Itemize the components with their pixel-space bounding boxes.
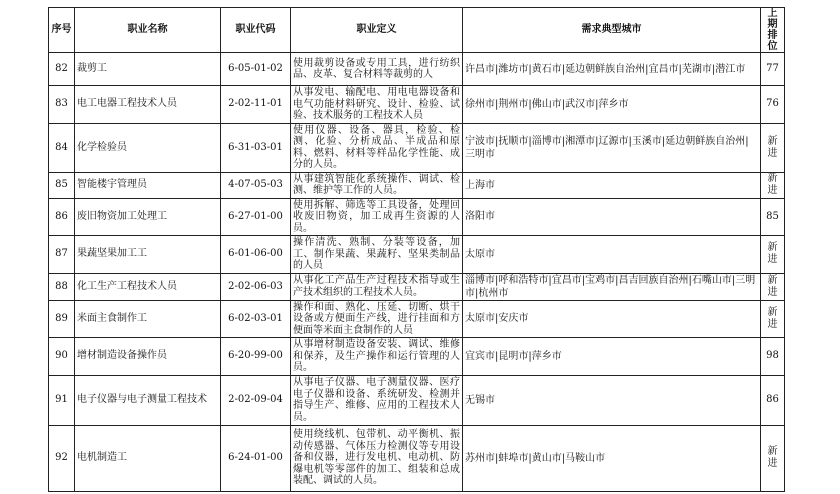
row-prev-rank: 98 [761,338,785,376]
row-seq: 92 [49,425,75,491]
row-definition: 从事电子仪器、电子测量仪器、医疗电子仪器和设备、系统研发、检测并指导生产、维修、应用的工程技术人员。 [291,375,463,425]
row-prev-rank: 新进 [761,273,785,300]
row-prev-rank: 新进 [761,425,785,491]
table-row [49,236,785,274]
row-cities: 太原市|安庆市 [463,300,761,338]
row-definition: 使用绕线机、包带机、动平衡机、振动传感器、气体压力检测仪等专用设备和仪器，进行发电机、电动机、防爆电机等零部件的加工、组装和总成装配、调试的人员。 [291,425,463,491]
row-prev-rank: 新进 [761,236,785,274]
row-definition: 使用裁剪设备或专用工具，进行纺织品、皮革、复合材料等裁剪的人 [291,53,463,86]
row-seq: 87 [49,236,75,274]
table-row [49,123,785,172]
row-definition: 从事增材制造设备安装、调试、维修和保养，及生产操作和运行管理的人员。 [291,338,463,376]
table-row [49,198,785,236]
row-prev-rank: 新进 [761,172,785,198]
row-code: 6-02-03-01 [221,300,291,338]
row-code: 6-01-06-00 [221,236,291,274]
row-definition: 使用仪器、设备、器具，检验、检测、化验、分析成品、半成品和原料、燃料、材料等样品化学性能、成分的人员。 [291,123,463,172]
row-code: 2-02-09-04 [221,375,291,425]
table-row [49,172,785,198]
row-code: 2-02-11-01 [221,86,291,124]
row-definition: 操作和面、熟化、压延、切断、烘干设备或方便面生产线，进行挂面和方便面等米面主食制作的人员 [291,300,463,338]
row-code: 6-24-01-00 [221,425,291,491]
row-seq: 90 [49,338,75,376]
header-seq: 序号 [49,8,75,53]
row-name: 化工生产工程技术人员 [75,273,221,300]
occupation-table [48,7,785,492]
row-cities: 淄博市|呼和浩特市|宜昌市|宝鸡市|昌吉回族自治州|石嘴山市|三明市|杭州市 [463,273,761,300]
row-prev-rank: 新进 [761,300,785,338]
row-cities: 苏州市|蚌埠市|黄山市|马鞍山市 [463,425,761,491]
table-row [49,338,785,376]
header-prev-rank: 上期排位 [761,8,785,53]
row-code: 6-27-01-00 [221,198,291,236]
row-prev-rank: 新进 [761,123,785,172]
row-cities: 太原市 [463,236,761,274]
row-seq: 82 [49,53,75,86]
row-name: 电机制造工 [75,425,221,491]
row-cities: 徐州市|荆州市|佛山市|武汉市|萍乡市 [463,86,761,124]
header-code: 职业代码 [221,8,291,53]
row-seq: 85 [49,172,75,198]
row-cities: 宜宾市|昆明市|萍乡市 [463,338,761,376]
row-definition: 从事建筑智能化系统操作、调试、检测、维护等工作的人员。 [291,172,463,198]
row-cities: 宁波市|抚顺市|淄博市|湘潭市|辽源市|玉溪市|延边朝鲜族自治州|三明市 [463,123,761,172]
row-seq: 88 [49,273,75,300]
row-definition: 使用拆解、筛选等工具设备，处理回收废旧物资，加工成再生资源的人员。 [291,198,463,236]
table-row [49,53,785,86]
header-name: 职业名称 [75,8,221,53]
row-cities: 无锡市 [463,375,761,425]
row-seq: 84 [49,123,75,172]
row-seq: 91 [49,375,75,425]
row-name: 智能楼宇管理员 [75,172,221,198]
row-name: 果蔬坚果加工工 [75,236,221,274]
row-cities: 洛阳市 [463,198,761,236]
table-header [49,8,785,53]
row-code: 2-02-06-03 [221,273,291,300]
row-cities: 上海市 [463,172,761,198]
row-name: 米面主食制作工 [75,300,221,338]
table-row [49,375,785,425]
row-code: 4-07-05-03 [221,172,291,198]
row-definition: 从事化工产品生产过程技术指导或生产技术组织的工程技术人员。 [291,273,463,300]
row-prev-rank: 85 [761,198,785,236]
row-name: 电工电器工程技术人员 [75,86,221,124]
row-seq: 89 [49,300,75,338]
table-row [49,273,785,300]
row-name: 化学检验员 [75,123,221,172]
row-code: 6-20-99-00 [221,338,291,376]
table-row [49,300,785,338]
table-row [49,425,785,491]
row-code: 6-31-03-01 [221,123,291,172]
row-name: 裁剪工 [75,53,221,86]
row-seq: 86 [49,198,75,236]
row-cities: 许昌市|潍坊市|黄石市|延边朝鲜族自治州|宜昌市|芜湖市|潜江市 [463,53,761,86]
row-definition: 从事发电、输配电、用电电器设备和电气功能材料研究、设计、检验、试验、技术服务的工程技术人员 [291,86,463,124]
row-seq: 83 [49,86,75,124]
row-name: 废旧物资加工处理工 [75,198,221,236]
row-prev-rank: 86 [761,375,785,425]
row-name: 增材制造设备操作员 [75,338,221,376]
row-prev-rank: 77 [761,53,785,86]
row-prev-rank: 76 [761,86,785,124]
header-cities: 需求典型城市 [463,8,761,53]
row-definition: 操作清洗、熟制、分装等设备，加工、制作果蔬、果蔬籽、坚果类制品的人员 [291,236,463,274]
row-code: 6-05-01-02 [221,53,291,86]
table-row [49,86,785,124]
header-definition: 职业定义 [291,8,463,53]
row-name: 电子仪器与电子测量工程技术 [75,375,221,425]
